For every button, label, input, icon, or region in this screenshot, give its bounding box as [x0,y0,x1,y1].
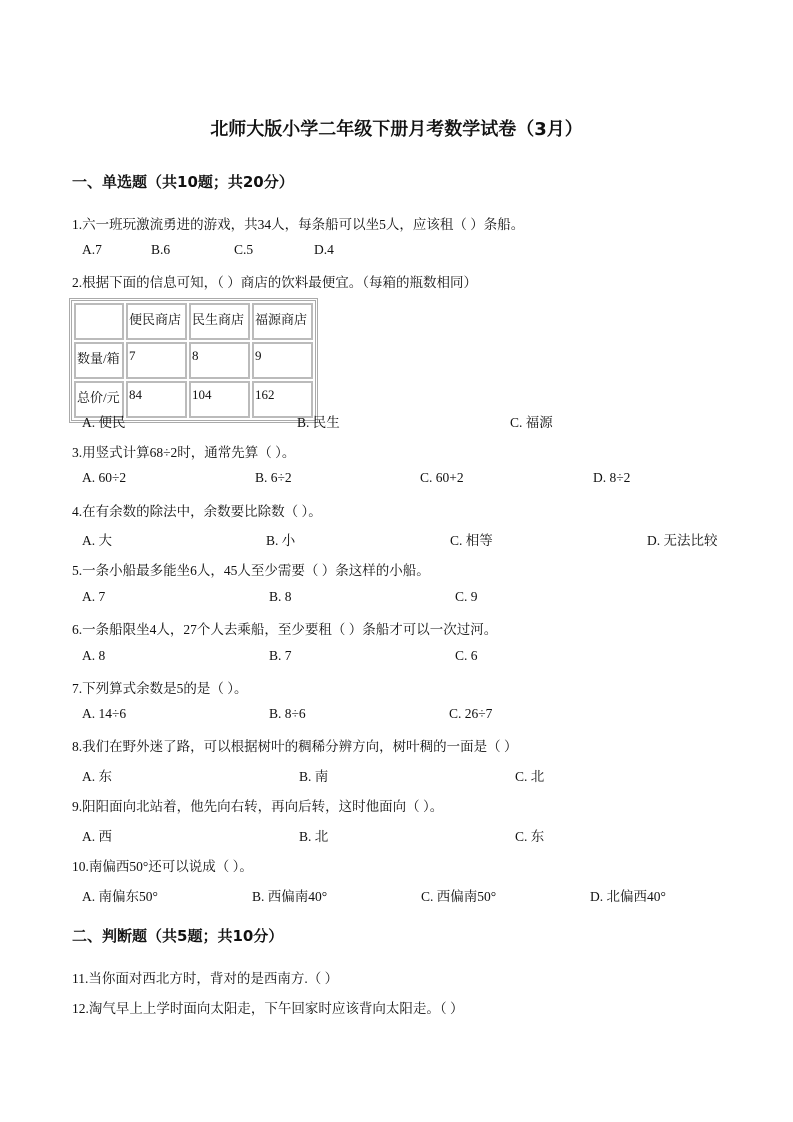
q5-option-a[interactable]: A. 7 [82,589,106,604]
section-heading-single-choice: 一、单选题（共10题；共20分） [72,173,294,191]
q1-option-d[interactable]: D.4 [314,242,334,257]
q3-option-d[interactable]: D. 8÷2 [593,470,631,485]
q10-option-a[interactable]: A. 南偏东50° [82,889,158,904]
q8-option-b[interactable]: B. 南 [299,769,329,784]
question-10: 10.南偏西50°还可以说成（ ）。 [72,859,253,874]
q8-option-a[interactable]: A. 东 [82,769,112,784]
q10-option-c[interactable]: C. 西偏南50° [421,889,497,904]
section-heading-true-false: 二、判断题（共5题；共10分） [72,927,284,945]
question-4: 4.在有余数的除法中，余数要比除数（ ）。 [72,504,322,519]
table-cell: 民生商店 [189,303,250,340]
table-row [74,303,313,340]
table-cell: 7 [126,342,187,379]
q7-option-a[interactable]: A. 14÷6 [82,706,127,721]
q4-option-b[interactable]: B. 小 [266,533,296,548]
q1-option-b[interactable]: B.6 [151,242,171,257]
q6-option-b[interactable]: B. 7 [269,648,292,663]
table-cell: 便民商店 [126,303,187,340]
q10-option-b[interactable]: B. 西偏南40° [252,889,328,904]
table-cell [74,303,124,340]
q7-option-c[interactable]: C. 26÷7 [449,706,493,721]
q5-option-b[interactable]: B. 8 [269,589,292,604]
q9-option-a[interactable]: A. 西 [82,829,112,844]
q2-option-b[interactable]: B. 民生 [297,415,340,430]
question-8: 8.我们在野外迷了路，可以根据树叶的稠稀分辨方向，树叶稠的一面是（ ） [72,739,518,754]
table-cell: 84 [126,381,187,418]
question-7: 7.下列算式余数是5的是（ ）。 [72,681,248,696]
q3-option-b[interactable]: B. 6÷2 [255,470,292,485]
q1-option-c[interactable]: C.5 [234,242,254,257]
q9-option-b[interactable]: B. 北 [299,829,329,844]
table-cell: 104 [189,381,250,418]
question-5: 5.一条小船最多能坐6人，45人至少需要（ ）条这样的小船。 [72,563,430,578]
q2-option-c[interactable]: C. 福源 [510,415,553,430]
table-cell: 数量/箱 [74,342,124,379]
q8-option-c[interactable]: C. 北 [515,769,545,784]
q4-option-c[interactable]: C. 相等 [450,533,493,548]
q9-option-c[interactable]: C. 东 [515,829,545,844]
q3-option-a[interactable]: A. 60÷2 [82,470,127,485]
q6-option-a[interactable]: A. 8 [82,648,106,663]
table-cell: 9 [252,342,313,379]
table-row [74,342,313,379]
q3-option-c[interactable]: C. 60+2 [420,470,464,485]
q4-option-a[interactable]: A. 大 [82,533,112,548]
q5-option-c[interactable]: C. 9 [455,589,478,604]
question-2: 2.根据下面的信息可知，（ ）商店的饮料最便宜。（每箱的瓶数相同） [72,275,477,290]
page-title: 北师大版小学二年级下册月考数学试卷（3月） [210,119,583,140]
q7-option-b[interactable]: B. 8÷6 [269,706,306,721]
table-cell: 总价/元 [74,381,124,418]
table-cell: 福源商店 [252,303,313,340]
question-3: 3.用竖式计算68÷2时，通常先算（ ）。 [72,445,296,460]
q1-option-a[interactable]: A.7 [82,242,102,257]
q2-option-a[interactable]: A. 便民 [82,415,126,430]
question-9: 9.阳阳面向北站着，他先向右转，再向后转，这时他面向（ ）。 [72,799,444,814]
q6-option-c[interactable]: C. 6 [455,648,478,663]
question-11: 11.当你面对西北方时，背对的是西南方.（ ） [72,971,339,986]
price-table [69,298,318,423]
question-1: 1.六一班玩激流勇进的游戏，共34人，每条船可以坐5人，应该租（ ）条船。 [72,217,525,232]
question-6: 6.一条船限坐4人，27个人去乘船，至少要租（ ）条船才可以一次过河。 [72,622,498,637]
table-cell: 162 [252,381,313,418]
question-12: 12.淘气早上上学时面向太阳走，下午回家时应该背向太阳走。（ ） [72,1001,464,1016]
table-cell: 8 [189,342,250,379]
q10-option-d[interactable]: D. 北偏西40° [590,889,666,904]
q4-option-d[interactable]: D. 无法比较 [647,533,718,548]
